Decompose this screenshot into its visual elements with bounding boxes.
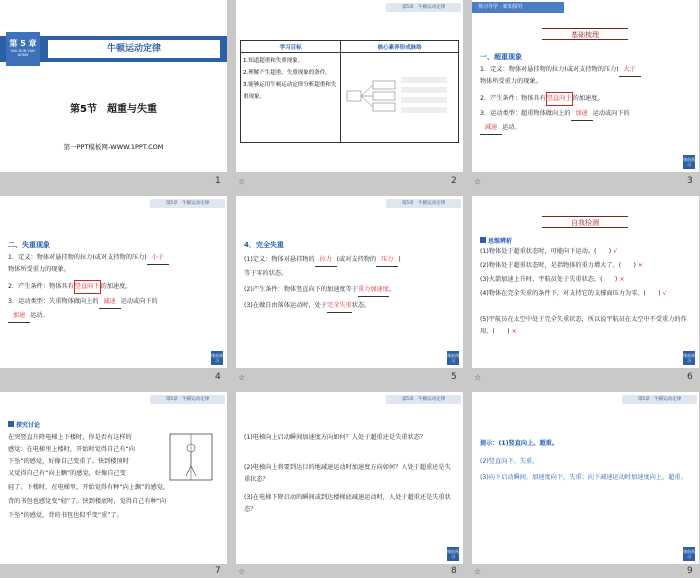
- section-title: 第5节 超重与失重: [70, 104, 157, 115]
- slide-thumbnail-8[interactable]: [236, 392, 463, 564]
- slide-thumbnail-3[interactable]: 预习导学 · 新知探究 基础梳理 一、超重现象 1．定义：物体对悬挂物的拉力(或对支持物的压力) 大于 物体所受重力的现象。 2．产生条件：物体具有竖直向上的加速度。 3．运动类型：超重物体做向上的 加速 运动或向下的 减速 运动。 课前预习: [472, 0, 699, 172]
- page-number: 4: [215, 372, 221, 382]
- chapter-badge: [6, 32, 40, 66]
- slide-thumbnail-9[interactable]: [472, 392, 699, 564]
- blank-answer: 重力加速度: [358, 284, 389, 297]
- star-icon[interactable]: ☆: [238, 373, 246, 382]
- back-button[interactable]: 课前预习: [683, 549, 695, 559]
- heading: 二、失重现象: [8, 241, 50, 249]
- page-number: 5: [451, 372, 457, 382]
- back-button[interactable]: 课前预习: [211, 353, 223, 363]
- page-number: 1: [215, 176, 221, 186]
- back-button[interactable]: 课前预习: [447, 549, 459, 559]
- text-line: 等于零的状态。: [244, 270, 288, 277]
- tag-label: 探究讨论: [8, 420, 40, 429]
- goal-item: 2.理解产生超重、失重现象的条件。: [243, 70, 331, 76]
- goal-item: 1.知道超重和失重现象。: [243, 58, 304, 64]
- back-button[interactable]: 课前预习: [683, 157, 695, 167]
- col-goals: 学习目标: [241, 41, 341, 53]
- answer-item: 提示：(1)竖直向上。超重。: [480, 440, 559, 447]
- chapter-header: 第5章 牛顿运动定律: [150, 395, 225, 404]
- answer-mark: √: [613, 248, 618, 255]
- back-button[interactable]: 课前预习: [447, 353, 459, 363]
- answer-mark: ×: [511, 328, 517, 335]
- page-number: 6: [687, 372, 693, 382]
- text-line: 物体所受重力的现象。: [480, 78, 542, 85]
- page-number: 3: [687, 176, 693, 186]
- concept-map: [341, 53, 459, 143]
- chapter-pinyin: NIU DUN YUN DONG: [11, 49, 35, 57]
- objectives-table: [240, 40, 459, 143]
- star-icon[interactable]: ☆: [474, 567, 482, 576]
- elevator-illustration: [168, 432, 214, 482]
- chapter-header: 第5章 牛顿运动定律: [386, 199, 461, 208]
- site-text: 第一PPT模板网-WWW.1PPT.COM: [63, 143, 164, 151]
- answer-mark: √: [662, 290, 667, 297]
- page-number: 7: [215, 566, 221, 576]
- question-item: (2)电梯向上将要到达目的地减速运动时加速度方向如何？人处于超重还是失重状态？: [244, 464, 451, 483]
- col-skills: 核心素养形成脉络: [341, 41, 459, 53]
- slide-thumbnail-2[interactable]: [236, 0, 463, 172]
- banner-title: 自我检测: [542, 216, 628, 228]
- text-line: 物体所受重力的现象。: [8, 266, 70, 273]
- blank-answer: 拉力: [315, 254, 337, 267]
- chapter-header: 第5章 牛顿运动定律: [150, 199, 225, 208]
- slide-thumbnail-6[interactable]: 自我检测 思维辨析 (1)物体处于超重状态时，可能向下运动。( ) √ (2)物体处于超重状态时，是指物体的重力增大了。( ) × (3)火箭加速上升时，宇航员处于失重状态。( ) × (4)物体在完全失重的条件下，对支持它的支撑面压力为零。( ) √ (5)宇航员在太空中处于完全失重状态，所以说宇航员在太空中不受重力的作用。( ) × 课前预习: [472, 196, 699, 368]
- chapter-header: 第5章 牛顿运动定律: [386, 395, 461, 404]
- blank-answer: 竖直向上: [546, 92, 573, 106]
- heading: 一、超重现象: [480, 53, 522, 61]
- blank-answer: 减速: [99, 296, 121, 309]
- chapter-number: 第 5 章: [9, 39, 37, 48]
- blank-answer: 压力: [376, 254, 398, 267]
- blank-answer: 减速: [480, 122, 502, 135]
- tag-label: 思维辨析: [480, 236, 512, 245]
- page-number: 8: [451, 566, 457, 576]
- answer-item: (3)向下启动瞬间，加速度向下，失重；向下减速运动时加速度向上，超重。: [480, 474, 687, 481]
- blank-answer: 加速: [8, 310, 30, 323]
- back-button[interactable]: 课前预习: [683, 353, 695, 363]
- blank-answer: 竖直向下: [74, 280, 101, 294]
- goal-item: 3.能够运用牛顿运动定律分析超重和失重现象。: [243, 82, 337, 100]
- blank-answer: 大于: [619, 64, 641, 77]
- star-icon[interactable]: ☆: [238, 177, 246, 186]
- blank-answer: 小于: [147, 252, 169, 265]
- slide-thumbnail-5[interactable]: 第5章 牛顿运动定律 4．完全失重 (1)定义：物体对悬挂物的 拉力 (或对支持物的 压力 ) 等于零的状态。 (2)产生条件：物体竖直向下的加速度等于重力加速度。 (3)在做自由落体运动时，处于完全失重状态。 课前预习: [236, 196, 463, 368]
- chapter-header: 第5章 牛顿运动定律: [622, 395, 697, 404]
- mindmap-graphic: [341, 67, 453, 127]
- heading: 4．完全失重: [244, 241, 284, 249]
- answer-item: (2)竖直向下。失重。: [480, 458, 539, 465]
- answer-mark: ×: [619, 276, 625, 283]
- banner-title: 基础梳理: [542, 28, 628, 40]
- blank-answer: 加速: [571, 108, 593, 121]
- slide-thumbnail-1[interactable]: [0, 0, 227, 172]
- question-item: (3)在电梯下降启动的瞬间或到达楼梯底减速运动时，人处于超重还是失重状态？: [244, 494, 451, 513]
- star-icon[interactable]: ☆: [238, 567, 246, 576]
- slide-thumbnail-4[interactable]: 第5章 牛顿运动定律 二、失重现象 1．定义：物体对悬挂物的拉力(或对支持物的压力) 小于 物体所受重力的现象。 2．产生条件：物体具有竖直向下的加速度。 3．运动类型：失重物体做向上的 减速 运动或向下的 加速 运动。 课前预习: [0, 196, 227, 368]
- page-number: 9: [687, 566, 693, 576]
- chapter-header: 第5章 牛顿运动定律: [386, 3, 461, 12]
- unit-title: 牛顿运动定律: [48, 40, 220, 58]
- page-number: 2: [451, 176, 457, 186]
- answer-mark: ×: [637, 262, 644, 269]
- slide-thumbnail-7[interactable]: 第5章 牛顿运动定律 探究讨论 在突竖直升降电梯上下楼时，你是否有这样的 感觉：在电梯里上楼时，开始时觉得自己有“向 下坠”的感觉，好像自己变重了。快到楼顶时 又觉得自己有“向上飘”的感觉，好像自己变 轻了。下楼时，在电梯里，开始觉得有种“向上飘”的感觉， 背的书包也感觉变“轻”了。快到楼底时，觉得自己有种“向 下坠”的感觉，背的书包也似乎变“重”了。: [0, 392, 227, 564]
- star-icon[interactable]: ☆: [474, 177, 482, 186]
- question-item: (1)电梯向上启动瞬间加速度方向如何？人处于超重还是失重状态？: [244, 434, 427, 441]
- star-icon[interactable]: ☆: [474, 373, 482, 382]
- section-badge: 预习导学 · 新知探究: [472, 2, 564, 13]
- blank-answer: 完全失重: [327, 300, 352, 313]
